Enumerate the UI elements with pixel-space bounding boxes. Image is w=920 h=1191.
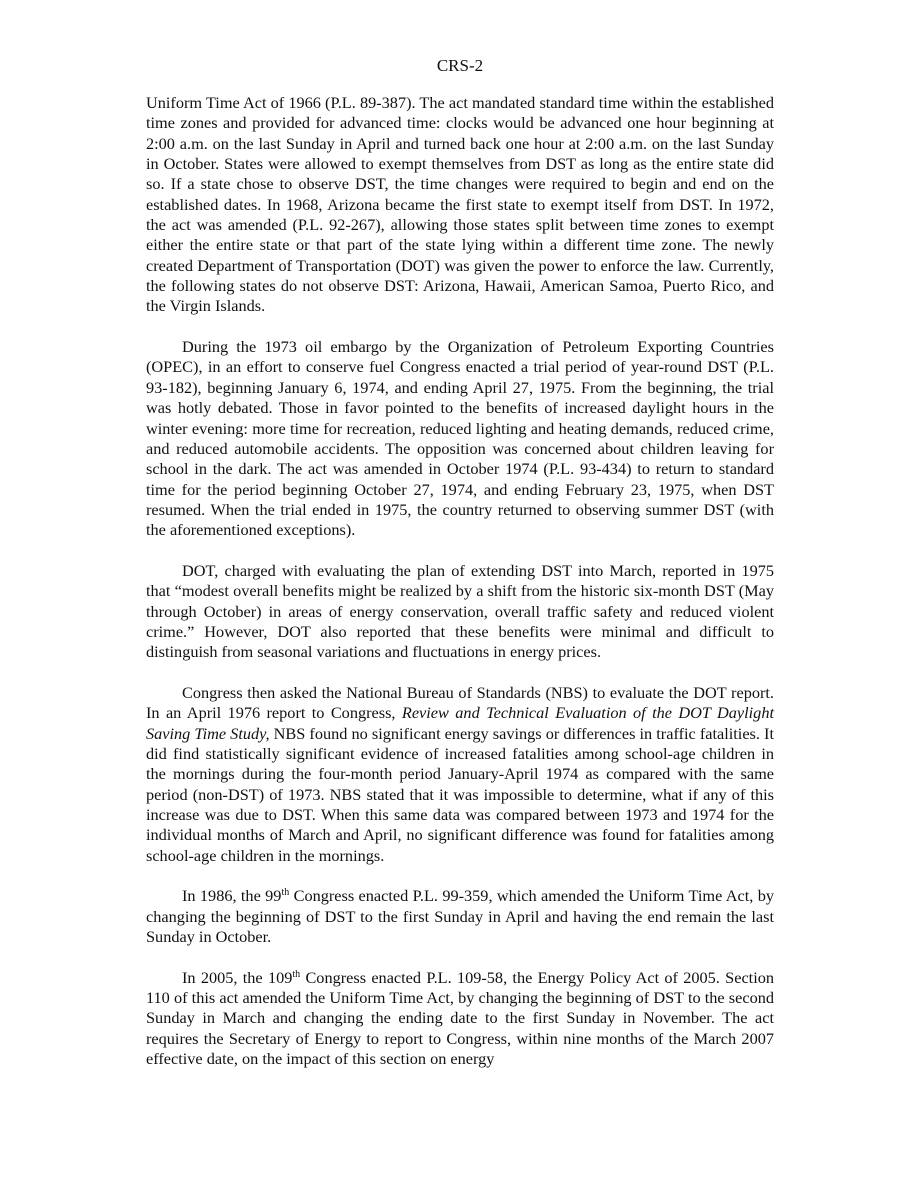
- document-body: [146, 93, 774, 1070]
- nbs-text-start: Congress then asked the National Bureau of Standards (NBS) to evaluate the DOT report. In an April 1976 report to Congress,: [146, 682, 774, 723]
- paragraph-dot-evaluation: DOT, charged with evaluating the plan of extending DST into March, reported in 1975 that “modest overall benefits might be realized by a shift from the historic six-month DST (May through October) in areas of energy conservation, overall traffic safety and reduced violent crime.” However, DOT also reported that these benefits were minimal and difficult to distinguish from seasonal variations and fluctuations in energy prices.: [146, 560, 774, 662]
- energy-policy-end: Congress enacted P.L. 109-58, the Energy Policy Act of 2005. Section 110 of this act amended the Uniform Time Act, by changing the beginning of DST to the second Sunday in March and changing the ending date to the first Sunday in November. The act requires the Secretary of Energy to report to Congress, within nine months of the March 2007 effective date, on the impact of this section on energy: [146, 967, 775, 1069]
- ordinal-suffix: th: [281, 887, 290, 899]
- energy-policy-start: In 2005, the 109: [182, 967, 293, 987]
- nbs-text-end: NBS found no significant energy savings or differences in traffic fatalities. It did find statistically significant evidence of increased fatalities among school-age children in the mornings during the four-month period January-April 1974 as compared with the same period (non-DST) of 1973. NBS stated that it was impossible to determine, what if any of this increase was due to DST. When this same data was compared between 1973 and 1974 for the individual months of March and April, no significant difference was found for fatalities among school-age children in the mornings.: [146, 723, 775, 865]
- page-number-header: CRS-2: [436, 56, 484, 75]
- paragraph-2005-energy-policy: [146, 968, 774, 1070]
- amendment-1986-end: Congress enacted P.L. 99-359, which amended the Uniform Time Act, by changing the beginning of DST to the first Sunday in April and having the end remain the last Sunday in October.: [146, 886, 774, 947]
- paragraph-1986-amendment: [146, 886, 774, 947]
- amendment-1986-start: In 1986, the 99: [182, 886, 282, 906]
- paragraph-uniform-time-act: Uniform Time Act of 1966 (P.L. 89-387). The act mandated standard time within the established time zones and provided for advanced time: clocks would be advanced one hour beginning at 2:00 a.m. on the last Sunday in April and turned back one hour at 2:00 a.m. on the last Sunday in October. States were allowed to exempt themselves from DST as long as the entire state did so. If a state chose to observe DST, the time changes were required to begin and end on the established dates. In 1968, Arizona became the first state to exempt itself from DST. In 1972, the act was amended (P.L. 92-267), allowing those states split between time zones to exempt either the entire state or that part of the state lying within a different time zone. The newly created Department of Transportation (DOT) was given the power to enforce the law. Currently, the following states do not observe DST: Arizona, Hawaii, American Samoa, Puerto Rico, and the Virgin Islands.: [146, 93, 774, 316]
- report-title: Review and Technical Evaluation of the DOT Daylight Saving Time Study,: [146, 703, 774, 743]
- paragraph-oil-embargo: During the 1973 oil embargo by the Organization of Petroleum Exporting Countries (OPEC), in an effort to conserve fuel Congress enacted a trial period of year-round DST (P.L. 93-182), beginning January 6, 1974, and ending April 27, 1975. From the beginning, the trial was hotly debated. Those in favor pointed to the benefits of increased daylight hours in the winter evening: more time for recreation, reduced lighting and heating demands, reduced crime, and reduced automobile accidents. The opposition was concerned about children leaving for school in the dark. The act was amended in October 1974 (P.L. 93-434) to return to standard time for the period beginning October 27, 1974, and ending February 23, 1975, when DST resumed. When the trial ended in 1975, the country returned to observing summer DST (with the aforementioned exceptions).: [146, 337, 774, 540]
- ordinal-suffix: th: [292, 968, 301, 980]
- paragraph-nbs-evaluation: [146, 683, 774, 866]
